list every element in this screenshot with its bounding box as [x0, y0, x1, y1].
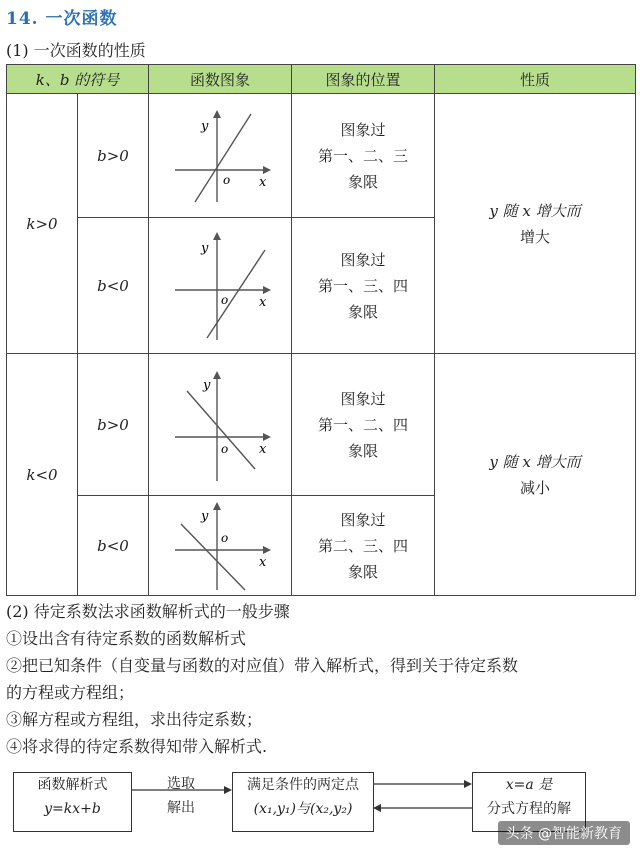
graph-cell — [149, 218, 292, 354]
flow-label-line: 解出 — [167, 800, 195, 816]
watermark: 头条 @智能新教育 — [498, 821, 630, 845]
graph-kneg-bpos — [165, 365, 275, 485]
b-sign-cell: b>0 — [78, 94, 149, 218]
y-axis-label: y — [201, 240, 209, 256]
table-row — [7, 354, 636, 496]
x-axis-label: x — [259, 441, 267, 457]
flow-box-line: 函数解析式 — [37, 777, 108, 793]
x-axis-label: x — [259, 554, 267, 570]
step-item: ②把已知条件（自变量与函数的对应值）带入解析式，得到关于待定系数 — [6, 656, 519, 675]
section-title: 14. 一次函数 — [6, 9, 118, 29]
property-line: 减小 — [519, 478, 550, 497]
k-sign-cell: k<0 — [7, 354, 78, 596]
property-cell — [435, 94, 636, 354]
b-sign-cell: b<0 — [78, 218, 149, 354]
graph-kneg-bneg — [165, 498, 275, 594]
position-line: 图象过 — [340, 120, 386, 139]
flow-box-line: x=a 是 — [505, 777, 553, 793]
position-line: 第一、三、四 — [317, 276, 408, 295]
table-header-row — [7, 65, 636, 94]
position-line: 象限 — [347, 172, 378, 191]
position-line: 象限 — [347, 441, 378, 460]
flow-box-line: 满足条件的两定点 — [247, 777, 359, 793]
header-graph: 函数图象 — [149, 65, 292, 94]
subsection-title: (1) 一次函数的性质 — [6, 41, 146, 60]
y-axis-label: y — [203, 377, 211, 393]
property-cell — [435, 354, 636, 596]
x-axis-label: x — [259, 174, 267, 190]
position-cell — [292, 218, 435, 354]
b-sign-cell: b<0 — [78, 496, 149, 596]
position-line: 第一、二、三 — [317, 146, 408, 165]
y-axis-label: y — [201, 508, 209, 524]
position-line: 第一、二、四 — [317, 415, 408, 434]
origin-label: o — [223, 172, 231, 187]
steps-section — [6, 598, 634, 760]
position-cell — [292, 94, 435, 218]
steps-heading: (2) 待定系数法求函数解析式的一般步骤 — [6, 602, 290, 621]
graph-cell — [149, 94, 292, 218]
graph-cell — [149, 354, 292, 496]
origin-label: o — [221, 441, 229, 456]
properties-table — [6, 64, 636, 596]
property-line: 增大 — [519, 227, 550, 246]
table-row — [7, 94, 636, 218]
step-item: ④将求得的待定系数得知带入解析式. — [6, 737, 268, 756]
flow-label-line: 选取 — [167, 776, 195, 792]
position-line: 图象过 — [340, 389, 386, 408]
graph-kpos-bpos — [165, 104, 275, 208]
position-line: 第二、三、四 — [317, 536, 408, 555]
position-line: 象限 — [347, 562, 378, 581]
y-axis-label: y — [201, 118, 209, 134]
step-item: ③解方程或方程组，求出待定系数； — [6, 710, 263, 729]
header-position: 图象的位置 — [292, 65, 435, 94]
flow-label-select — [150, 772, 212, 820]
flow-box-points — [232, 772, 374, 832]
position-line: 图象过 — [340, 250, 386, 269]
flow-box-line: y=kx+b — [44, 801, 101, 817]
property-line: y 随 x 增大而 — [489, 452, 581, 471]
position-cell — [292, 354, 435, 496]
step-item: 的方程或方程组； — [6, 683, 135, 702]
position-line: 象限 — [347, 302, 378, 321]
graph-cell — [149, 496, 292, 596]
origin-label: o — [221, 530, 229, 545]
k-sign-cell: k>0 — [7, 94, 78, 354]
x-axis-label: x — [259, 294, 267, 310]
flow-box-line: (x₁,y₁)与(x₂,y₂) — [253, 801, 353, 817]
origin-label: o — [221, 292, 229, 307]
flow-box-expression — [13, 772, 132, 832]
position-line: 图象过 — [340, 510, 386, 529]
step-item: ①设出含有待定系数的函数解析式 — [6, 629, 247, 648]
position-cell — [292, 496, 435, 596]
header-sign: k、b 的符号 — [7, 65, 149, 94]
header-property: 性质 — [435, 65, 636, 94]
property-line: y 随 x 增大而 — [489, 201, 581, 220]
graph-kpos-bneg — [165, 226, 275, 346]
flow-diagram — [0, 762, 640, 849]
flow-box-line: 分式方程的解 — [487, 801, 571, 817]
b-sign-cell: b>0 — [78, 354, 149, 496]
